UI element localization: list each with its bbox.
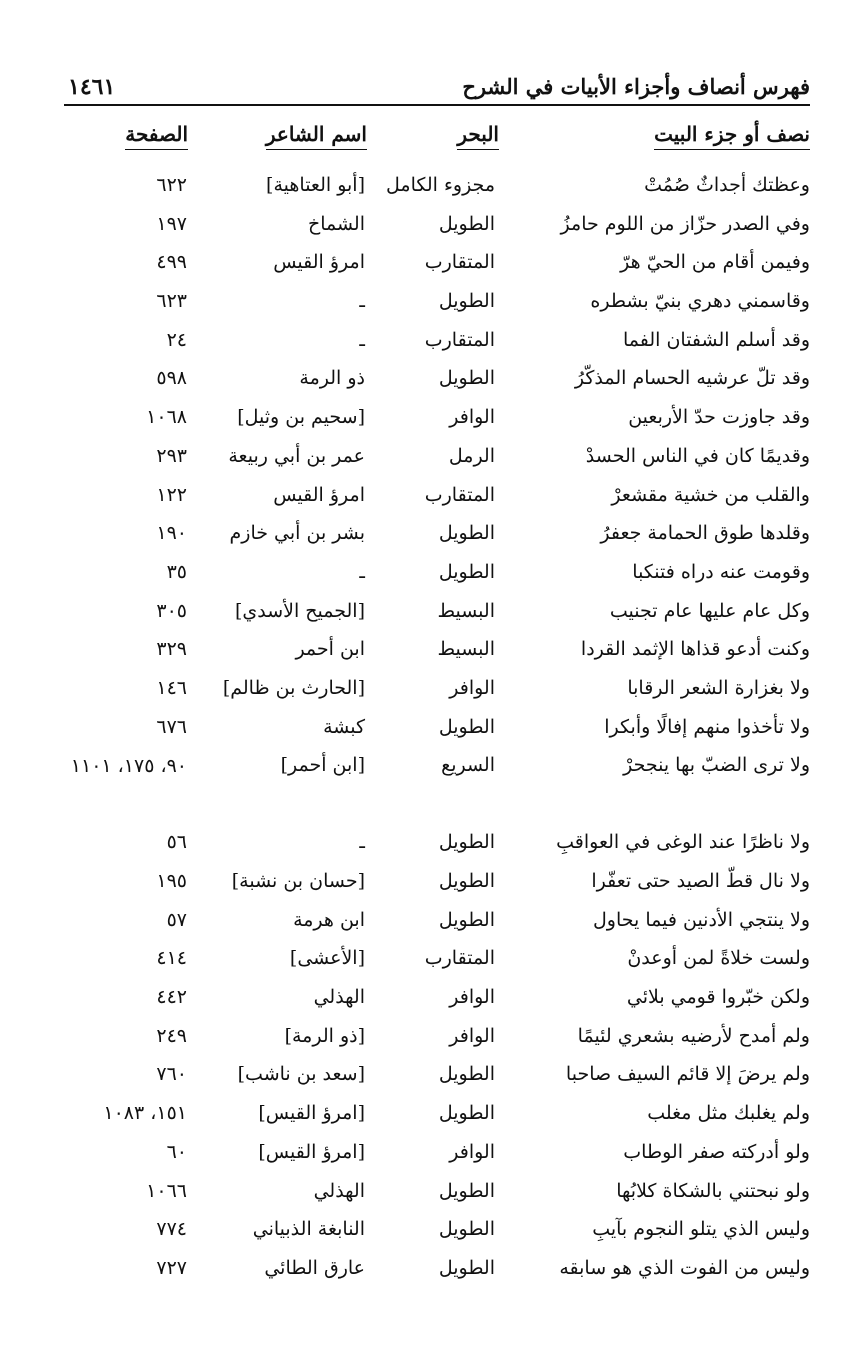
meter-cell: الوافر xyxy=(449,406,495,429)
verse-cell: والقلب من خشية مقشعرْ xyxy=(611,483,810,506)
page-column-header: الصفحة xyxy=(125,122,188,150)
table-row xyxy=(0,941,855,980)
page-cell: ١٠٦٦ xyxy=(146,1179,187,1202)
meter-cell: البسيط xyxy=(437,638,495,661)
meter-cell: الطويل xyxy=(438,715,495,738)
meter-cell: الرمل xyxy=(448,444,495,467)
header-divider xyxy=(64,104,810,106)
poet-cell: [حسان بن نشبة] xyxy=(231,870,365,892)
poet-cell: عارق الطائي xyxy=(264,1256,365,1279)
table-row xyxy=(0,516,855,555)
table-row xyxy=(0,903,855,942)
table-row xyxy=(0,1019,855,1058)
verse-cell: ولو نبحتني بالشكاة كلابُها xyxy=(616,1179,810,1202)
meter-cell: الوافر xyxy=(449,986,495,1009)
page-cell: ٦٢٢ xyxy=(156,174,187,196)
table-row xyxy=(0,1057,855,1096)
page-cell: ١٤٦ xyxy=(156,676,187,699)
table-row xyxy=(0,478,855,517)
page-cell: ٧٢٧ xyxy=(156,1256,187,1279)
poet-cell: [الأعشى] xyxy=(289,947,365,970)
table-row xyxy=(0,864,855,903)
verse-cell: وقاسمني دهري بنيّ بشطره xyxy=(590,290,810,313)
verse-column-header: نصف أو جزء البيت xyxy=(654,122,810,150)
meter-cell: الطويل xyxy=(438,212,495,235)
verse-cell: ولا ناظرًا عند الوغى في العواقبِ xyxy=(556,831,810,854)
verse-cell: ولا ينتجي الأدنين فيما يحاول xyxy=(593,908,810,931)
poet-cell: النابغة الذبياني xyxy=(252,1218,365,1241)
table-row xyxy=(0,400,855,439)
poet-cell: [ابن أحمر] xyxy=(280,754,365,777)
meter-cell: الطويل xyxy=(438,367,495,390)
poet-cell: الشماخ xyxy=(307,212,365,235)
verse-cell: وعظتك أجداثٌ صُمُتْ xyxy=(644,174,810,196)
page-cell: ٢٤٩ xyxy=(156,1024,187,1047)
poet-cell: ـ xyxy=(359,328,365,351)
poet-cell: [امرؤ القيس] xyxy=(258,1102,365,1125)
table-row xyxy=(0,671,855,710)
page-cell: ٤٩٩ xyxy=(156,251,187,274)
page-cell: ٣٠٥ xyxy=(156,599,187,622)
verse-cell: وقلدها طوق الحمامة جعفرُ xyxy=(600,522,810,545)
page-cell: ٧٧٤ xyxy=(156,1218,187,1241)
poet-cell: ابن أحمر xyxy=(295,638,365,661)
poet-cell: الهذلي xyxy=(313,986,365,1009)
verse-cell: وقديمًا كان في الناس الحسدْ xyxy=(585,444,810,467)
verse-cell: وليس الذي يتلو النجوم بآيبِ xyxy=(592,1218,810,1241)
poet-cell: [ذو الرمة] xyxy=(284,1024,365,1047)
meter-cell: الطويل xyxy=(438,290,495,313)
poet-cell: كبشة xyxy=(323,715,365,738)
verse-cell: ولا ترى الضبّ بها ينجحرْ xyxy=(623,754,810,777)
meter-cell: الطويل xyxy=(438,908,495,931)
meter-cell: المتقارب xyxy=(424,251,495,274)
poet-cell: الهذلي xyxy=(313,1179,365,1202)
page-cell: ١٠٦٨ xyxy=(146,406,187,429)
poet-cell: [امرؤ القيس] xyxy=(258,1140,365,1163)
meter-column-header: البحر xyxy=(457,122,499,150)
meter-cell: البسيط xyxy=(437,599,495,622)
table-row xyxy=(0,555,855,594)
meter-cell: الطويل xyxy=(438,1102,495,1125)
meter-cell: الطويل xyxy=(438,1256,495,1279)
table-row xyxy=(0,1096,855,1135)
poet-cell: [أبو العتاهية] xyxy=(266,174,365,196)
meter-cell: الطويل xyxy=(438,560,495,583)
table-row xyxy=(0,439,855,478)
poet-cell: ـ xyxy=(359,290,365,313)
verse-cell: وليس من الفوت الذي هو سابقه xyxy=(559,1256,810,1279)
page-cell: ٦٠ xyxy=(166,1140,187,1163)
page-cell: ٤٤٢ xyxy=(156,986,187,1009)
index-table xyxy=(0,168,855,1290)
poet-cell: [سعد بن ناشب] xyxy=(237,1063,365,1086)
poet-cell: ذو الرمة xyxy=(299,367,365,390)
verse-cell: وقد أسلم الشفتان الفما xyxy=(622,328,810,351)
verse-cell: وكل عام عليها عام تجنيب xyxy=(609,599,810,622)
table-row xyxy=(0,207,855,246)
meter-cell: الوافر xyxy=(449,676,495,699)
page-cell: ٣٢٩ xyxy=(156,638,187,661)
page-cell: ٥٦ xyxy=(166,831,187,854)
verse-cell: ولم يرضَ إلا قائم السيف صاحبا xyxy=(565,1063,810,1086)
verse-cell: ولو أدركته صفر الوطاب xyxy=(623,1140,810,1163)
verse-cell: ولا تأخذوا منهم إفالًا وأبكرا xyxy=(604,715,810,738)
meter-cell: السريع xyxy=(441,754,495,777)
verse-cell: وفيمن أقام من الحيّ هرّ xyxy=(620,251,810,274)
verse-cell: ولم أمدح لأرضيه بشعري لئيمًا xyxy=(577,1024,810,1047)
meter-cell: الطويل xyxy=(438,870,495,892)
verse-cell: ولم يغلبك مثل مغلب xyxy=(647,1102,810,1125)
poet-cell: امرؤ القيس xyxy=(273,483,365,506)
table-row xyxy=(0,980,855,1019)
page-cell: ١٢٢ xyxy=(156,483,187,506)
table-row xyxy=(0,1251,855,1290)
verse-cell: ولكن خبّروا قومي بلائي xyxy=(626,986,810,1009)
page-cell: ٤١٤ xyxy=(156,947,187,970)
page-cell: ٥٧ xyxy=(166,908,187,931)
table-row xyxy=(0,594,855,633)
page-cell: ١٩٥ xyxy=(156,870,187,892)
poet-cell: عمر بن أبي ربيعة xyxy=(228,444,365,467)
table-row xyxy=(0,710,855,749)
verse-cell: وقومت عنه دراه فتنكبا xyxy=(632,560,810,583)
meter-cell: الطويل xyxy=(438,1179,495,1202)
page-cell: ٩٠، ١٧٥، ١١٠١ xyxy=(70,755,187,778)
poet-cell: امرؤ القيس xyxy=(273,251,365,274)
column-headers xyxy=(0,122,855,162)
verse-cell: وكنت أدعو قذاها الإثمد القردا xyxy=(580,638,810,661)
poet-cell: [الحارث بن ظالم] xyxy=(222,676,365,699)
table-row xyxy=(0,825,855,864)
table-row xyxy=(0,284,855,323)
meter-cell: المتقارب xyxy=(424,483,495,506)
poet-cell: ابن هرمة xyxy=(293,908,365,931)
page-cell: ٣٥ xyxy=(166,560,187,583)
page-cell: ٢٤ xyxy=(166,328,187,351)
poet-column-header: اسم الشاعر xyxy=(266,122,367,150)
table-row xyxy=(0,1174,855,1213)
poet-cell: ـ xyxy=(359,560,365,583)
verse-cell: وقد تلّ عرشيه الحسام المذكّرُ xyxy=(574,367,810,390)
table-row xyxy=(0,245,855,284)
meter-cell: المتقارب xyxy=(424,947,495,970)
verse-cell: وقد جاوزت حدّ الأربعين xyxy=(628,406,810,429)
page-cell: ٦٧٦ xyxy=(156,715,187,738)
verse-cell: ولست خلاةً لمن أوعدنْ xyxy=(627,947,810,970)
table-row xyxy=(0,632,855,671)
verse-cell: ولا نال قطّ الصيد حتى تعفّرا xyxy=(591,870,810,892)
poet-cell: [سحيم بن وثيل] xyxy=(237,406,365,429)
verse-cell: ولا بغزارة الشعر الرقابا xyxy=(627,676,810,699)
table-row xyxy=(0,1135,855,1174)
page-number: ١٤٦١ xyxy=(68,74,116,100)
meter-cell: الطويل xyxy=(438,1218,495,1241)
page-cell: ٢٩٣ xyxy=(156,444,187,467)
table-row xyxy=(0,1212,855,1251)
table-row xyxy=(0,361,855,400)
table-row xyxy=(0,323,855,362)
poet-cell: بشر بن أبي خازم xyxy=(229,522,365,545)
poet-cell: ـ xyxy=(359,831,365,854)
meter-cell: المتقارب xyxy=(424,328,495,351)
verse-cell: وفي الصدر حزّاز من اللوم حامزُ xyxy=(560,212,810,235)
table-row xyxy=(0,748,855,825)
meter-cell: الوافر xyxy=(449,1024,495,1047)
meter-cell: الطويل xyxy=(438,831,495,854)
meter-cell: الوافر xyxy=(449,1140,495,1163)
page-cell: ٧٦٠ xyxy=(156,1063,187,1086)
running-head-title: فهرس أنصاف وأجزاء الأبيات في الشرح xyxy=(462,74,810,99)
meter-cell: الطويل xyxy=(438,522,495,545)
page-cell: ١٥١، ١٠٨٣ xyxy=(103,1102,187,1125)
page-cell: ٥٩٨ xyxy=(156,367,187,390)
table-row xyxy=(0,168,855,207)
page-cell: ١٩٠ xyxy=(156,522,187,545)
meter-cell: مجزوء الكامل xyxy=(386,174,495,196)
meter-cell: الطويل xyxy=(438,1063,495,1086)
poet-cell: [الجميح الأسدي] xyxy=(234,599,365,622)
page-cell: ١٩٧ xyxy=(156,212,187,235)
page-cell: ٦٢٣ xyxy=(156,290,187,313)
